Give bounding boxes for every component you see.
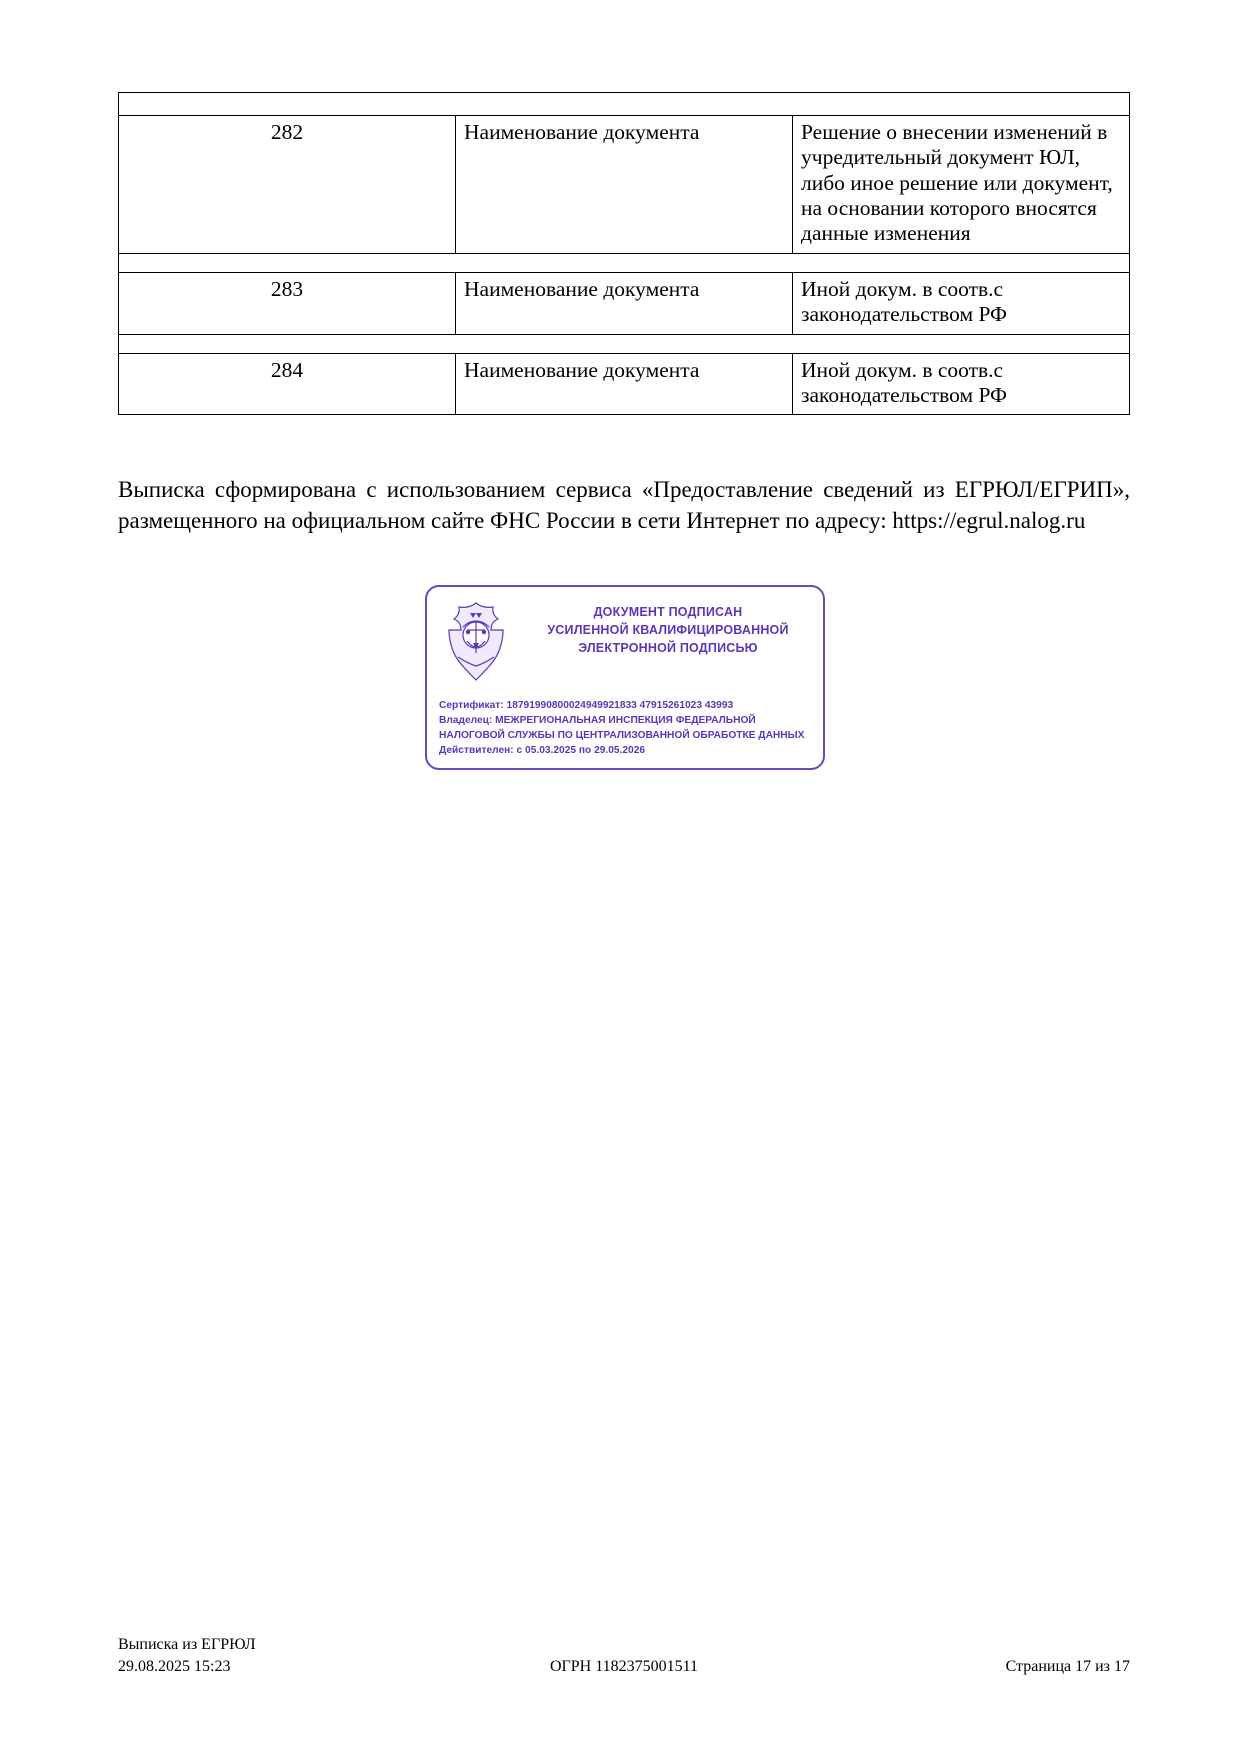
stamp-validity-row [439, 744, 815, 758]
stamp-title-line-3: ЭЛЕКТРОННОЙ ПОДПИСЬЮ [578, 641, 758, 656]
stamp-validity-value: с 05.03.2025 по 29.05.2026 [516, 745, 646, 757]
stamp-owner-row [439, 714, 815, 743]
stamp-validity-label: Действителен: [439, 745, 514, 757]
row-label: Наименование документа [456, 272, 793, 334]
table-row [119, 272, 1130, 334]
stamp-owner-value: МЕЖРЕГИОНАЛЬНАЯ ИНСПЕКЦИЯ ФЕДЕРАЛЬНОЙ НАЛОГОВОЙ СЛУЖБЫ ПО ЦЕНТРАЛИЗОВАННОЙ ОБРАБОТКЕ ДАННЫХ [439, 715, 805, 741]
stamp-title-line-2: УСИЛЕННОЙ КВАЛИФИЦИРОВАННОЙ [547, 623, 789, 638]
stamp-owner-label: Владелец: [439, 715, 493, 727]
table-row [119, 353, 1130, 415]
row-value: Иной докум. в соотв.с законодательством РФ [793, 272, 1130, 334]
row-number: 284 [119, 353, 456, 415]
table-top-spacer [119, 93, 1130, 116]
stamp-certificate-label: Сертификат: [439, 700, 504, 711]
row-number: 283 [119, 272, 456, 334]
stamp-title-line-1: ДОКУМЕНТ ПОДПИСАН [593, 605, 743, 619]
table-spacer-cell [119, 334, 1130, 353]
coat-of-arms-icon [437, 597, 515, 692]
table-spacer-row [119, 334, 1130, 353]
stamp-details [439, 699, 815, 760]
row-number: 282 [119, 116, 456, 254]
table-spacer-row [119, 253, 1130, 272]
table-spacer-cell [119, 253, 1130, 272]
footer-datetime: 29.08.2025 15:23 [118, 1657, 231, 1675]
table-row [119, 116, 1130, 254]
row-label: Наименование документа [456, 353, 793, 415]
row-value: Решение о внесении изменений в учредительный документ ЮЛ, либо иное решение или документ, на основании которого вносятся данные изменения [793, 116, 1130, 254]
service-note: Выписка сформирована с использованием сервиса «Предоставление сведений из ЕГРЮЛ/ЕГРИП», размещенного на официальном сайте ФНС России в сети Интернет по адресу: https://egrul.nalog.ru [118, 477, 1130, 533]
row-label: Наименование документа [456, 116, 793, 254]
footer-page-number: Страница 17 из 17 [1005, 1657, 1130, 1675]
stamp-certificate-row [439, 699, 815, 713]
footer-document-title: Выписка из ЕГРЮЛ [118, 1636, 256, 1653]
electronic-signature-stamp [425, 585, 825, 770]
page-footer [118, 1634, 1130, 1678]
stamp-title [523, 603, 813, 657]
footer-meta-line [118, 1656, 1130, 1678]
row-value: Иной докум. в соотв.с законодательством РФ [793, 353, 1130, 415]
stamp-certificate-value: 18791990800024949921833 47915261023 43993 [506, 700, 734, 711]
footer-ogrn: ОГРН 1182375001511 [549, 1657, 699, 1675]
documents-table [118, 92, 1130, 415]
table-top-spacer-cell [119, 93, 1130, 116]
